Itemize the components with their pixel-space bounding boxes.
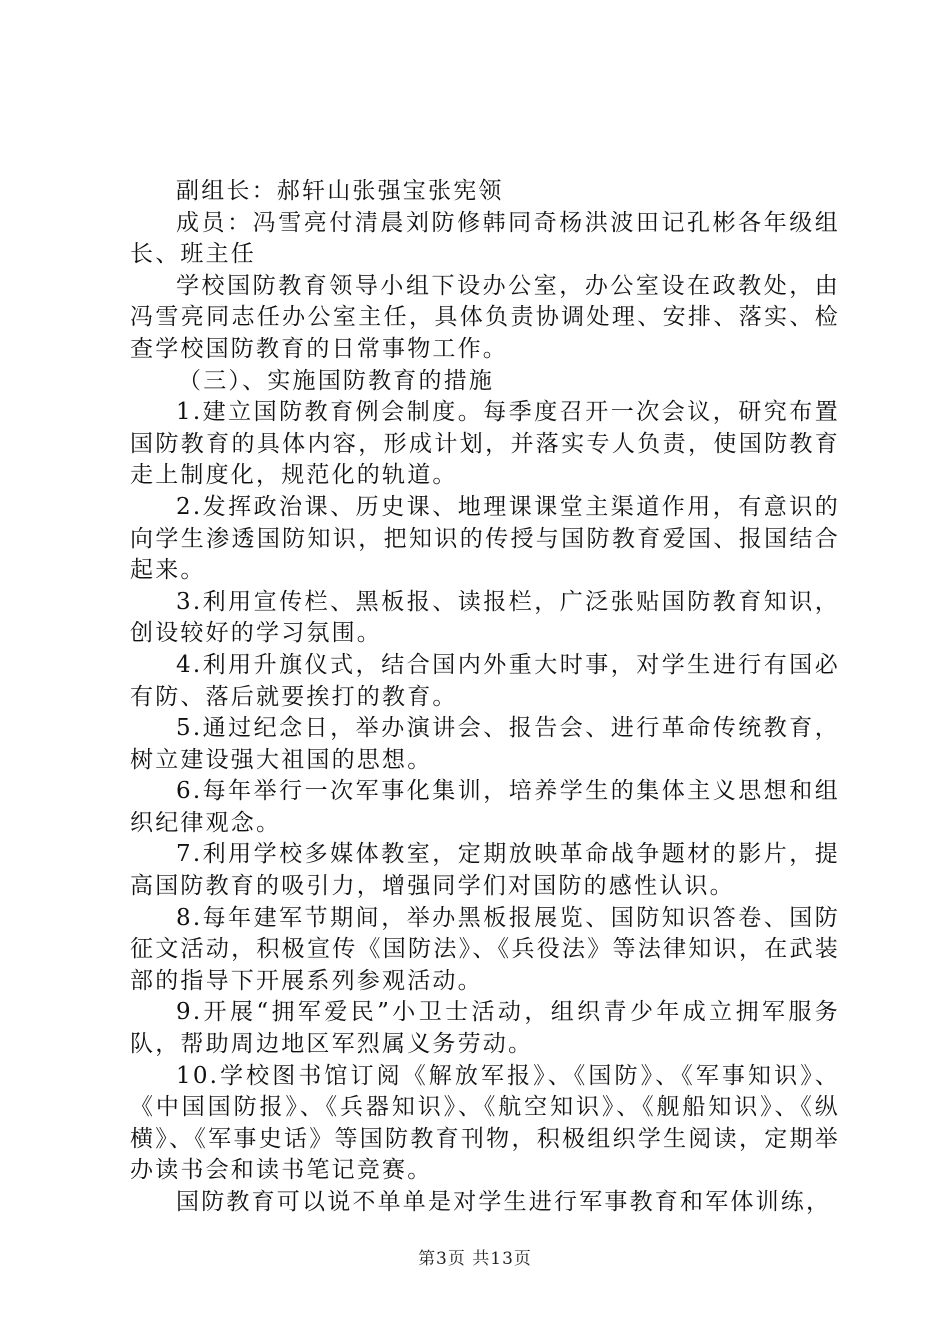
section-heading-measures: （三）、实施国防教育的措施 — [178, 367, 495, 394]
paragraph-item-6: 6.每年举行一次军事化集训，培养学生的集体主义思想和组织纪律观念。 — [130, 778, 840, 836]
paragraph-item-7: 7.利用学校多媒体教室，定期放映革命战争题材的影片，提高国防教育的吸引力，增强同学们对国防的感性认识。 — [130, 841, 840, 900]
paragraph-item-2: 2.发挥政治课、历史课、地理课课堂主渠道作用，有意识的向学生渗透国防知识，把知识的传授与国防教育爱国、报国结合起来。 — [130, 493, 840, 584]
document-body — [130, 176, 840, 1219]
paragraph-item-1: 1.建立国防教育例会制度。每季度召开一次会议，研究布置国防教育的具体内容，形成计划，并落实专人负责，使国防教育走上制度化，规范化的轨道。 — [130, 399, 840, 489]
paragraph-item-5: 5.通过纪念日，举办演讲会、报告会、进行革命传统教育，树立建设强大祖国的思想。 — [130, 715, 840, 773]
paragraph-item-8: 8.每年建军节期间，举办黑板报展览、国防知识答卷、国防征文活动，积极宣传《国防法》、《兵役法》等法律知识，在武装部的指导下开展系列参观活动。 — [130, 904, 840, 994]
paragraph-item-3: 3.利用宣传栏、黑板报、读报栏，广泛张贴国防教育知识，创设较好的学习氛围。 — [130, 588, 840, 647]
paragraph-office: 学校国防教育领导小组下设办公室，办公室设在政教处，由冯雪亮同志任办公室主任，具体负责协调处理、安排、落实、检查学校国防教育的日常事物工作。 — [130, 272, 840, 362]
paragraph-deputy-leaders: 副组长：郝轩山张强宝张宪领 — [176, 178, 504, 204]
paragraph-item-9: 9.开展“拥军爱民”小卫士活动，组织青少年成立拥军服务队，帮助周边地区军烈属义务劳动。 — [130, 999, 840, 1058]
paragraph-closing: 国防教育可以说不单单是对学生进行军事教育和军体训练， — [176, 1189, 832, 1215]
page-number-footer: 第3页 共13页 — [418, 1249, 532, 1269]
paragraph-item-10: 10.学校图书馆订阅《解放军报》、《国防》、《军事知识》、《中国国防报》、《兵器知识》、《航空知识》、《舰船知识》、《纵横》、《军事史话》等国防教育刊物，积极组织学生阅读，定期举办读书会和读书笔记竞赛。 — [130, 1062, 840, 1184]
paragraph-members: 成员：冯雪亮付清晨刘防修韩同奇杨洪波田记孔彬各年级组长、班主任 — [130, 209, 840, 268]
paragraph-item-4: 4.利用升旗仪式，结合国内外重大时事，对学生进行有国必有防、落后就要挨打的教育。 — [130, 651, 840, 710]
